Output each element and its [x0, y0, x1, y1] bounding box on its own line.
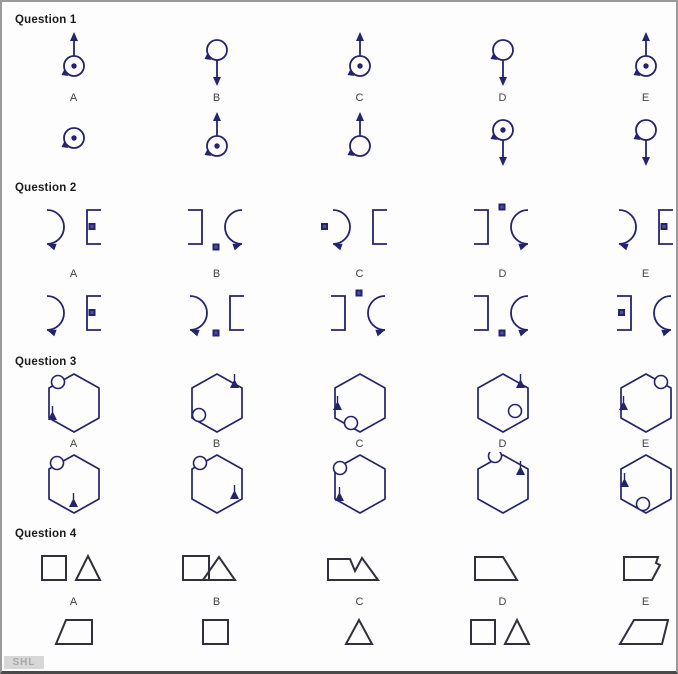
- question-title: Question 4: [15, 528, 77, 540]
- hexagon-figure: [186, 452, 248, 516]
- circle-arrow-figure: [481, 30, 525, 88]
- figure-cell: [288, 106, 431, 172]
- figure-cell: [145, 544, 288, 590]
- circle-arrow-figure: [195, 110, 239, 168]
- question-block-2: [2, 172, 676, 346]
- option-letter: B: [212, 596, 221, 608]
- figure-cell: [574, 610, 678, 652]
- option-letter: D: [498, 92, 507, 104]
- figure-cell: [574, 28, 678, 90]
- figure-cell: [2, 282, 145, 346]
- figure-cell: [145, 370, 288, 436]
- arc-bracket-figure: [312, 202, 408, 254]
- option-letter: B: [212, 438, 221, 450]
- figure-row: [2, 106, 676, 172]
- figure-cell: [2, 610, 145, 652]
- figure-cell: [574, 198, 678, 258]
- figure-cell: [574, 106, 678, 172]
- hexagon-figure: [186, 371, 248, 435]
- arc-bracket-figure: [312, 288, 408, 340]
- option-letter: E: [641, 438, 650, 450]
- option-letter: E: [641, 596, 650, 608]
- circle-arrow-figure: [338, 110, 382, 168]
- hexagon-figure: [615, 452, 677, 516]
- circle-arrow-figure: [624, 30, 668, 88]
- circle-arrow-figure: [624, 110, 668, 168]
- circle-arrow-figure: [52, 110, 96, 168]
- option-letter: E: [641, 268, 650, 280]
- question-block-4: [2, 518, 676, 652]
- outline-shapes-figure: [320, 549, 400, 585]
- hexagon-figure: [615, 371, 677, 435]
- outline-shapes-figure: [606, 613, 678, 649]
- hexagon-figure: [43, 452, 105, 516]
- figure-row: [2, 370, 676, 436]
- figure-cell: [431, 544, 574, 590]
- arc-bracket-figure: [26, 288, 122, 340]
- figure-cell: [2, 106, 145, 172]
- arc-bracket-figure: [169, 202, 265, 254]
- option-letter: D: [498, 596, 507, 608]
- outline-shapes-figure: [34, 549, 114, 585]
- shl-watermark-logo: SHL: [4, 656, 44, 669]
- option-letter: A: [69, 92, 78, 104]
- outline-shapes-figure: [177, 613, 257, 649]
- hexagon-figure: [472, 452, 534, 516]
- option-letter: D: [498, 268, 507, 280]
- question-title: Question 1: [15, 14, 77, 26]
- option-letter-row: [2, 266, 676, 282]
- figure-cell: [288, 544, 431, 590]
- figure-cell: [431, 370, 574, 436]
- figure-cell: [145, 198, 288, 258]
- option-letter: C: [355, 268, 364, 280]
- circle-arrow-figure: [52, 30, 96, 88]
- arc-bracket-figure: [26, 202, 122, 254]
- figure-cell: [2, 370, 145, 436]
- figure-cell: [288, 610, 431, 652]
- figure-cell: [288, 198, 431, 258]
- question-block-3: [2, 346, 676, 518]
- arc-bracket-figure: [455, 202, 551, 254]
- figure-row: [2, 198, 676, 258]
- figure-cell: [431, 610, 574, 652]
- figure-cell: [574, 282, 678, 346]
- figure-cell: [431, 106, 574, 172]
- figure-cell: [431, 28, 574, 90]
- option-letter: A: [69, 596, 78, 608]
- figure-row: [2, 610, 676, 652]
- option-letter: B: [212, 92, 221, 104]
- hexagon-figure: [329, 452, 391, 516]
- option-letter: A: [69, 438, 78, 450]
- outline-shapes-figure: [463, 613, 543, 649]
- figure-cell: [288, 28, 431, 90]
- outline-shapes-figure: [177, 549, 257, 585]
- figure-cell: [145, 106, 288, 172]
- figure-row: [2, 28, 676, 90]
- option-letter: B: [212, 268, 221, 280]
- hexagon-figure: [329, 371, 391, 435]
- figure-cell: [574, 370, 678, 436]
- hexagon-figure: [43, 371, 105, 435]
- hexagon-figure: [472, 371, 534, 435]
- circle-arrow-figure: [338, 30, 382, 88]
- outline-shapes-figure: [34, 613, 114, 649]
- figure-cell: [288, 282, 431, 346]
- figure-cell: [2, 28, 145, 90]
- figure-cell: [145, 282, 288, 346]
- option-letter: C: [355, 596, 364, 608]
- arc-bracket-figure: [598, 288, 678, 340]
- question-title: Question 2: [15, 182, 77, 194]
- option-letter: E: [641, 92, 650, 104]
- figure-cell: [574, 450, 678, 518]
- arc-bracket-figure: [598, 202, 678, 254]
- figure-row: [2, 282, 676, 346]
- option-letter-row: [2, 436, 676, 450]
- figure-cell: [2, 544, 145, 590]
- option-letter-row: [2, 90, 676, 106]
- figure-cell: [2, 450, 145, 518]
- arc-bracket-figure: [169, 288, 265, 340]
- option-letter: A: [69, 268, 78, 280]
- circle-arrow-figure: [481, 110, 525, 168]
- figure-cell: [288, 450, 431, 518]
- figure-row: [2, 544, 676, 590]
- figure-cell: [2, 198, 145, 258]
- question-block-1: [2, 2, 676, 172]
- outline-shapes-figure: [320, 613, 400, 649]
- option-letter-row: [2, 594, 676, 610]
- figure-row: [2, 450, 676, 518]
- option-letter: C: [355, 438, 364, 450]
- figure-cell: [288, 370, 431, 436]
- outline-shapes-figure: [606, 549, 678, 585]
- circle-arrow-figure: [195, 30, 239, 88]
- figure-cell: [145, 450, 288, 518]
- outline-shapes-figure: [463, 549, 543, 585]
- figure-cell: [431, 198, 574, 258]
- question-title: Question 3: [15, 356, 77, 368]
- option-letter: D: [498, 438, 507, 450]
- figure-cell: [574, 544, 678, 590]
- arc-bracket-figure: [455, 288, 551, 340]
- figure-cell: [431, 450, 574, 518]
- figure-cell: [145, 610, 288, 652]
- figure-cell: [145, 28, 288, 90]
- option-letter: C: [355, 92, 364, 104]
- figure-cell: [431, 282, 574, 346]
